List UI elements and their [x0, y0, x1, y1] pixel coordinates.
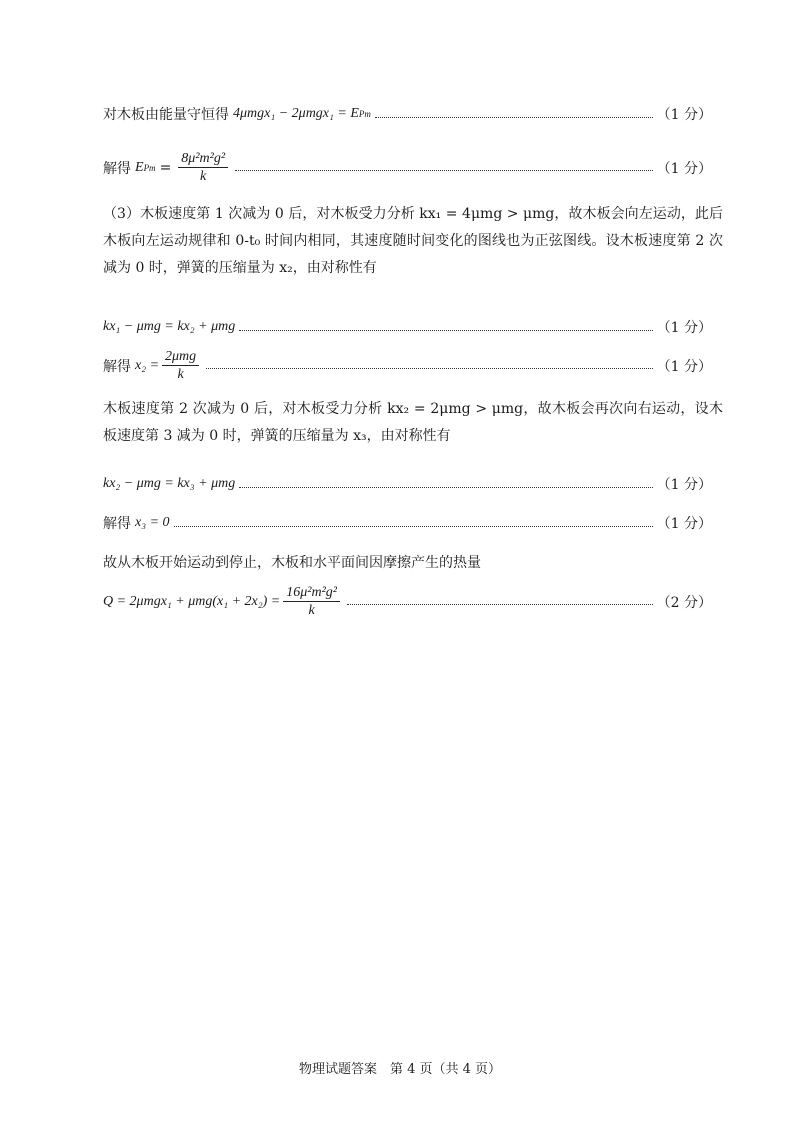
denominator: k — [177, 367, 184, 382]
score: （2 分） — [656, 594, 712, 611]
solve-epm-line — [103, 150, 712, 185]
line-prefix: 对木板由能量守恒得 — [103, 107, 229, 123]
score: （1 分） — [656, 477, 712, 493]
score: （1 分） — [656, 107, 712, 123]
solve-x3-line — [103, 513, 712, 533]
part3-paragraph: （3）木板速度第 1 次减为 0 后，对木板受力分析 kx₁ = 4μmg > μmg，故木板会向左运动，此后木板向左运动规律和 0-t₀ 时间内相同，其速度随时间变化的图线也为正弦图线。设木板速度第 2 次减为 0 时，弹簧的压缩量为 x₂，由对称性有 — [103, 206, 723, 276]
fraction — [162, 348, 199, 383]
dot-leader — [347, 604, 653, 605]
equation: 4μmgx₁ − 2μmgx₁ = E — [233, 106, 359, 121]
equals-sign: = — [159, 159, 172, 176]
symmetry-eq-2 — [103, 474, 712, 494]
equation-subscript: Pm — [143, 162, 156, 173]
line-prefix: 解得 — [103, 160, 131, 177]
dot-leader — [235, 170, 653, 171]
denominator: k — [200, 169, 207, 184]
solve-x2-line — [103, 348, 712, 383]
dot-leader — [206, 368, 652, 369]
second-stop-paragraph: 木板速度第 2 次减为 0 后，对木板受力分析 kx₂ = 2μmg > μmg，故木板会再次向右运动，设木板速度第 3 减为 0 时，弹簧的压缩量为 x₃，由对称性有 — [103, 401, 723, 444]
symmetry-eq-1 — [103, 317, 712, 337]
equation: Q = 2μmgx₁ + μmg(x₁ + 2x₂) = — [103, 593, 281, 609]
denominator: k — [308, 603, 315, 618]
line-prefix: 解得 — [103, 516, 131, 532]
fraction — [178, 150, 228, 185]
equation: kx₂ − μmg = kx₃ + μmg — [103, 476, 236, 491]
dot-leader — [375, 117, 653, 118]
dot-leader — [174, 526, 653, 527]
equation: x₃ = 0 — [135, 515, 170, 530]
score: （1 分） — [656, 516, 712, 532]
heat-equation-line — [103, 584, 712, 619]
page-footer: 物理试题答案 第 4 页（共 4 页） — [298, 1062, 502, 1077]
line-prefix: 解得 — [103, 358, 131, 375]
numerator: 2μmg — [162, 348, 199, 366]
equation-lhs: x₂ = — [135, 357, 160, 373]
score: （1 分） — [656, 320, 712, 336]
score: （1 分） — [656, 358, 712, 375]
score: （1 分） — [656, 160, 712, 177]
dot-leader — [239, 330, 652, 331]
fraction — [283, 584, 340, 619]
numerator: 8μ²m²g² — [178, 150, 228, 168]
equation: kx₁ − μmg = kx₂ + μmg — [103, 319, 236, 334]
heat-intro-paragraph: 故从木板开始运动到停止，木板和水平面间因摩擦产生的热量 — [103, 555, 481, 571]
dot-leader — [239, 487, 652, 488]
energy-conservation-line — [103, 104, 712, 124]
equation-lhs: E — [135, 159, 144, 175]
equation-subscript: Pm — [358, 109, 371, 119]
numerator: 16μ²m²g² — [283, 584, 340, 602]
